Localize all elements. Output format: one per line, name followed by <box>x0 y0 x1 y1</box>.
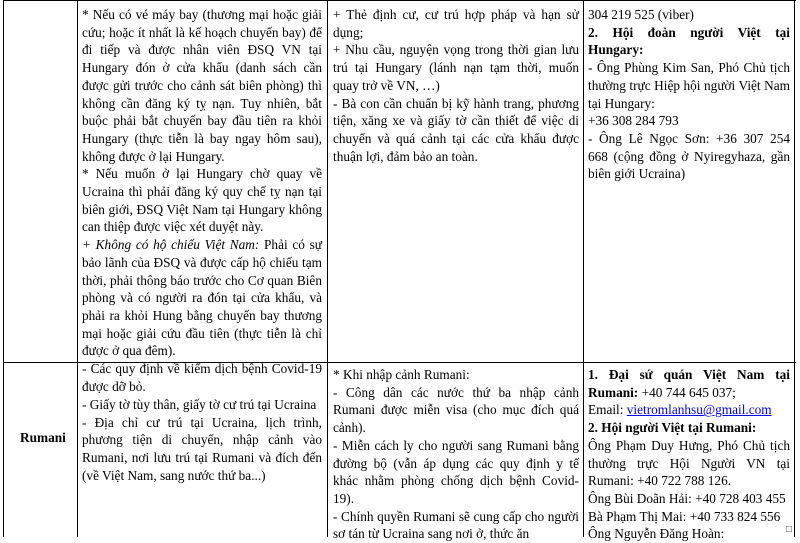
table-border-right <box>794 0 795 537</box>
procedure-paragraph: * Nếu có vé máy bay (thương mại hoặc giải cứu; hoặc ít nhất là kế hoạch chuyến bay) để đi tiếp và được nhân viên ĐSQ VN tại Hungary đón ở cửa khẩu (danh sách cần được gửi trước cho cảnh sát biên phòng) thì không cần đăng ký tỵ nạn. Tuy nhiên, bắt buộc phải bắt chuyến bay đầu tiên ra khỏi Hungary (thực tiễn là bay ngay hôm sau), không được ở lại Hungary. <box>82 7 322 164</box>
table-divider-2 <box>327 0 328 537</box>
procedure-italic-rest: Phải có sự bảo lãnh của ĐSQ và được cấp hộ chiếu tạm thời, phải thông báo trước cho Cơ quan Biên phòng và có người ra đón tại cửa khẩu, và phải ra khỏi Hung bằng chuyến bay thương mại hoặc giải cứu đầu tiên (thực tiễn là chỉ được ở qua đêm). <box>82 237 323 359</box>
notes-paragraph: - Chính quyền Rumani sẽ cung cấp cho người sơ tán từ Ucraina sang nơi ở, thức ăn <box>333 508 579 542</box>
hungary-contacts-cell <box>588 6 790 360</box>
procedure-paragraph <box>82 236 322 360</box>
contact-phone: +36 308 284 793 <box>588 113 679 129</box>
romania-contacts-cell <box>588 366 793 542</box>
notes-paragraph: - Miễn cách ly cho người sang Rumani bằng đường bộ (vẫn áp dụng các quy định y tế khác nhằm phòng chống dịch bệnh Covid-19). <box>333 437 579 506</box>
contact-line: Ông Nguyễn Đăng Hoàn: <box>588 526 725 542</box>
notes-paragraph: - Công dân các nước thứ ba nhập cảnh Rumani được miễn visa (cho mục đích quá cảnh). <box>333 384 579 436</box>
table-divider-3 <box>583 0 584 537</box>
notes-paragraph: + Nhu cầu, nguyện vọng trong thời gian lưu trú tại Hungary (lánh nạn tạm thời, muốn quay trở về VN, …) <box>333 42 579 93</box>
procedure-italic-lead: + Không có hộ chiếu Việt Nam: <box>82 237 260 253</box>
table-divider-1 <box>77 0 78 537</box>
contact-line: Ông Phạm Duy Hưng, Phó Chủ tịch thường trực Hội Người VN tại Rumani: +40 722 788 126. <box>588 437 790 489</box>
contact-heading: 2. Hội đoàn người Việt tại Hungary: <box>588 24 790 58</box>
notes-paragraph: + Thẻ định cư, cư trú hợp pháp và hạn sử dụng; <box>333 7 579 40</box>
contact-line <box>588 401 790 419</box>
notes-paragraph: - Bà con cần chuẩn bị kỹ hành trang, phương tiện, xăng xe và giấy tờ cần thiết để việc di chuyển và quá cảnh tại các cửa khẩu được thuận lợi, đảm bảo an toàn. <box>333 95 579 164</box>
notes-paragraph: * Khi nhập cảnh Rumani: <box>333 367 470 382</box>
contact-line: Bà Phạm Thị Mai: +40 733 824 556 <box>588 508 781 524</box>
contact-phone: +40 744 645 037; <box>638 384 736 400</box>
table-border-left <box>3 0 4 537</box>
contact-heading: 2. Hội người Việt tại Rumani: <box>588 420 757 436</box>
hungary-procedure-cell <box>82 6 323 394</box>
table-top-border <box>3 0 796 1</box>
email-link[interactable]: vietromlanhsu@gmail.com <box>626 402 772 418</box>
page-marker: □ <box>786 524 793 535</box>
romania-documents-cell <box>82 396 322 537</box>
contact-heading: 1. Đại sứ quán Việt Nam tại Rumani: <box>588 367 790 400</box>
documents-paragraph: - Giấy tờ tùy thân, giấy tờ cư trú tại Ucraina <box>82 397 317 412</box>
procedure-paragraph: * Nếu muốn ở lại Hungary chờ quay về Ucraina thì phải đăng ký quy chế tỵ nạn tại biên giới, ĐSQ Việt Nam tại Hungary không can thiệp được việc xét duyệt này. <box>82 166 322 235</box>
contact-line: - Ông Lê Ngọc Sơn: +36 307 254 668 (cộng đồng ở Nyiregyhaza, gần biên giới Ucraina) <box>588 130 790 182</box>
contact-line <box>588 366 790 401</box>
email-label: Email: <box>588 402 627 418</box>
contact-line: - Ông Phùng Kim San, Phó Chủ tịch thường trực Hiệp hội người Việt Nam tại Hungary: <box>588 60 790 111</box>
contact-line: Ông Bùi Doãn Hải: +40 728 403 455 <box>588 490 786 506</box>
hungary-notes-cell <box>333 6 579 360</box>
documents-paragraph: - Địa chỉ cư trú tại Ucraina, lịch trình, phương tiện di chuyển, nhập cảnh vào Rumani, nơi lưu trú tại Rumani và đích đến (về Việt Nam, sang nước thứ ba...) <box>82 414 322 483</box>
romania-notes-cell <box>333 366 579 542</box>
procedure-paragraph: - Các quy định về kiểm dịch bệnh Covid-19 được dỡ bỏ. <box>82 361 322 394</box>
contact-line: 304 219 525 (viber) <box>588 7 694 22</box>
country-label: Rumani <box>20 430 66 445</box>
